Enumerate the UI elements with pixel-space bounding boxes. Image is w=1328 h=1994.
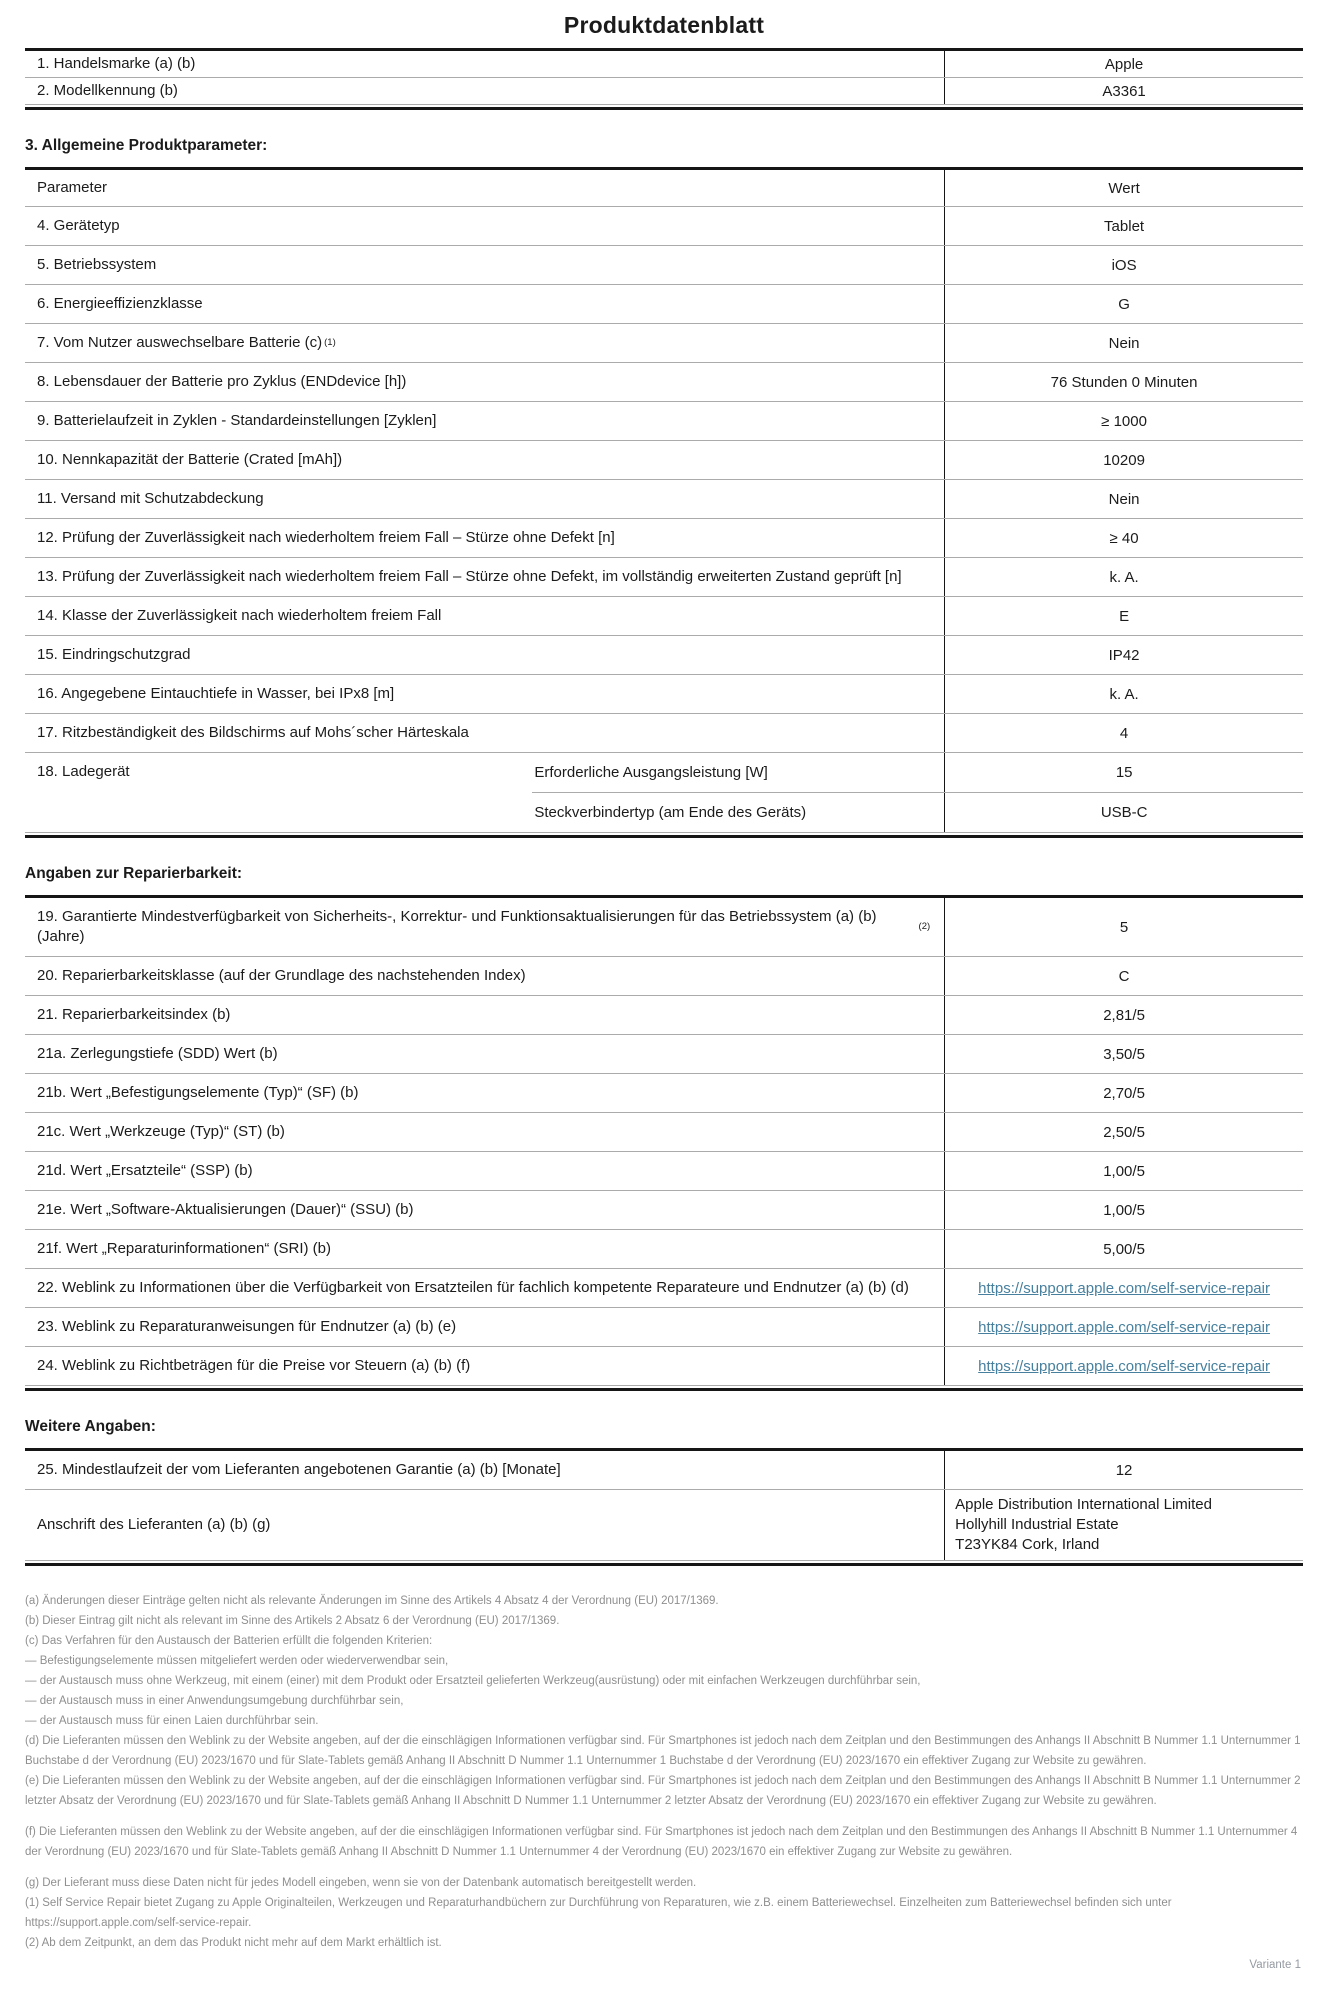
row-value: 1,00/5: [1103, 1162, 1145, 1180]
charger-row: [25, 753, 1303, 833]
row-label: 23. Weblink zu Reparaturanweisungen für Endnutzer (a) (b) (e): [25, 1308, 945, 1346]
row-label: 20. Reparierbarkeitsklasse (auf der Grundlage des nachstehenden Index): [25, 957, 945, 995]
table-row: [25, 1191, 1303, 1230]
row-label: 21f. Wert „Reparaturinformationen“ (SRI) (b): [25, 1230, 945, 1268]
supplier-address-row: [25, 1490, 1303, 1561]
table-row: [25, 898, 1303, 957]
support-link[interactable]: https://support.apple.com/self-service-repair: [978, 1357, 1270, 1375]
charger-sub-rows: [532, 753, 1303, 832]
table-row: [25, 957, 1303, 996]
footnote: (e) Die Lieferanten müssen den Weblink zu der Website angeben, auf der die einschlägigen Informationen verfügbar sind. Für Smartphones ist jedoch nach dem Zeitplan und den Bestimmungen des Anhangs II Abschnitt B Nummer 1.1 Unternummer 2 letzter Absatz der Verordnung (EU) 2023/1670 und für Slate-Tablets gemäß Anhang II Abschnitt D Nummer 1.1 Unternummer 2 letzter Absatz der Verordnung (EU) 2023/1670 ein effektiver Zugang zur Website zu gewähren.: [25, 1775, 1301, 1807]
row-value: ≥ 40: [1109, 529, 1139, 547]
section-heading-repair: Angaben zur Reparierbarkeit:: [25, 865, 243, 882]
row-value: C: [1118, 967, 1130, 985]
table-row: [25, 1152, 1303, 1191]
table-row: [25, 51, 1303, 78]
table-row: [25, 1230, 1303, 1269]
row-value: 15: [1115, 764, 1133, 781]
row-label: 18. Ladegerät: [37, 763, 130, 780]
charger-sub-row: [532, 753, 1303, 792]
table-row: [25, 1035, 1303, 1074]
table-row: [25, 441, 1303, 480]
row-value: USB-C: [1100, 804, 1148, 821]
charger-sub-row: [532, 792, 1303, 832]
row-value: k. A.: [1109, 568, 1139, 586]
row-value: IP42: [1108, 646, 1140, 664]
table-row: [25, 402, 1303, 441]
table-row: [25, 324, 1303, 363]
column-header-parameter: Parameter: [25, 170, 945, 206]
table-row: [25, 246, 1303, 285]
row-label: 21d. Wert „Ersatzteile“ (SSP) (b): [25, 1152, 945, 1190]
section-heading-general: 3. Allgemeine Produktparameter:: [25, 137, 268, 154]
row-label: 13. Prüfung der Zuverlässigkeit nach wiederholtem freiem Fall – Stürze ohne Defekt, im vollständig erweiterten Zustand geprüft [n]: [25, 558, 945, 596]
row-label: Anschrift des Lieferanten (a) (b) (g): [25, 1490, 945, 1560]
row-label: 5. Betriebssystem: [25, 246, 945, 284]
table-row: [25, 285, 1303, 324]
footnote: (b) Dieser Eintrag gilt nicht als relevant im Sinne des Artikels 2 Absatz 6 der Verordnung (EU) 2017/1369.: [25, 1615, 560, 1627]
footnote: (d) Die Lieferanten müssen den Weblink zu der Website angeben, auf der die einschlägigen Informationen verfügbar sind. Für Smartphones ist jedoch nach dem Zeitplan und den Bestimmungen des Anhangs II Abschnitt B Nummer 1.1 Unternummer 1 Buchstabe d der Verordnung (EU) 2023/1670 und für Slate-Tablets gemäß Anhang II Abschnitt D Nummer 1.1 Unternummer 1 Buchstabe d der Verordnung (EU) 2023/1670 ein effektiver Zugang zur Website zu gewähren.: [25, 1735, 1301, 1767]
row-label: 2. Modellkennung (b): [25, 78, 945, 104]
table-row: [25, 363, 1303, 402]
row-label: 24. Weblink zu Richtbeträgen für die Preise vor Steuern (a) (b) (f): [25, 1347, 945, 1385]
row-label: 25. Mindestlaufzeit der vom Lieferanten angebotenen Garantie (a) (b) [Monate]: [25, 1451, 945, 1489]
row-label: 4. Gerätetyp: [25, 207, 945, 245]
table-row: [25, 636, 1303, 675]
footnote: — der Austausch muss für einen Laien durchführbar sein.: [25, 1715, 319, 1727]
table-row: [25, 207, 1303, 246]
table-row: [25, 996, 1303, 1035]
table-row: [25, 1308, 1303, 1347]
table-row: [25, 597, 1303, 636]
row-label: 12. Prüfung der Zuverlässigkeit nach wiederholtem freiem Fall – Stürze ohne Defekt [n]: [25, 519, 945, 557]
row-value: k. A.: [1109, 685, 1139, 703]
table-header-row: [25, 170, 1303, 207]
table-row: [25, 78, 1303, 105]
row-value: 12: [1115, 1461, 1133, 1479]
row-value: E: [1119, 607, 1130, 625]
table-row: [25, 675, 1303, 714]
row-label: 21c. Wert „Werkzeuge (Typ)“ (ST) (b): [25, 1113, 945, 1151]
row-label: 21b. Wert „Befestigungselemente (Typ)“ (SF) (b): [25, 1074, 945, 1112]
address-line: Hollyhill Industrial Estate: [955, 1516, 1119, 1533]
footnote: — der Austausch muss in einer Anwendungsumgebung durchführbar sein,: [25, 1695, 404, 1707]
row-value: 10209: [1103, 451, 1145, 469]
table-row: [25, 1074, 1303, 1113]
row-value: Nein: [1108, 334, 1140, 352]
address-line: T23YK84 Cork, Irland: [955, 1536, 1100, 1553]
table-row: [25, 1347, 1303, 1386]
row-value: G: [1118, 295, 1130, 313]
section-heading-more: Weitere Angaben:: [25, 1418, 156, 1435]
page-title: Produktdatenblatt: [563, 12, 765, 38]
row-value: 5: [1119, 918, 1129, 936]
row-label: 15. Eindringschutzgrad: [25, 636, 945, 674]
footnotes: [25, 1591, 1303, 1953]
row-label: 21e. Wert „Software-Aktualisierungen (Dauer)“ (SSU) (b): [25, 1191, 945, 1229]
footnote: (g) Der Lieferant muss diese Daten nicht für jedes Modell eingeben, wenn sie von der Datenbank automatisch bereitgestellt werden.: [25, 1877, 697, 1889]
row-value: 3,50/5: [1103, 1045, 1145, 1063]
row-label: 21a. Zerlegungstiefe (SDD) Wert (b): [25, 1035, 945, 1073]
address-line: Apple Distribution International Limited: [955, 1496, 1212, 1513]
row-value: 4: [1119, 724, 1129, 742]
footnote: (a) Änderungen dieser Einträge gelten nicht als relevante Änderungen im Sinne des Artikels 4 Absatz 4 der Verordnung (EU) 2017/1369.: [25, 1595, 719, 1607]
row-label: 22. Weblink zu Informationen über die Verfügbarkeit von Ersatzteilen für fachlich kompetente Reparateure und Endnutzer (a) (b) (d): [25, 1269, 945, 1307]
repairability-table: [25, 895, 1303, 1391]
row-label: 1. Handelsmarke (a) (b): [25, 51, 945, 77]
row-value: 1,00/5: [1103, 1201, 1145, 1219]
table-row: [25, 1451, 1303, 1490]
table-row: [25, 1269, 1303, 1308]
footnote: — Befestigungselemente müssen mitgeliefert werden oder wiederverwendbar sein,: [25, 1655, 449, 1667]
row-value: Tablet: [1104, 217, 1145, 235]
footnote: (2) Ab dem Zeitpunkt, an dem das Produkt nicht mehr auf dem Markt erhältlich ist.: [25, 1937, 442, 1949]
row-label: 11. Versand mit Schutzabdeckung: [25, 480, 945, 518]
row-value: 2,70/5: [1103, 1084, 1145, 1102]
row-label: 14. Klasse der Zuverlässigkeit nach wiederholtem freiem Fall: [25, 597, 945, 635]
row-label: 9. Batterielaufzeit in Zyklen - Standardeinstellungen [Zyklen]: [25, 402, 945, 440]
row-value: Nein: [1108, 490, 1140, 508]
table-row: [25, 480, 1303, 519]
row-value: [945, 1347, 1303, 1385]
row-value: 5,00/5: [1103, 1240, 1145, 1258]
more-info-table: [25, 1448, 1303, 1566]
identification-table: [25, 48, 1303, 110]
row-label: 21. Reparierbarkeitsindex (b): [25, 996, 945, 1034]
row-value: 2,50/5: [1103, 1123, 1145, 1141]
row-value: [945, 1269, 1303, 1307]
table-row: [25, 519, 1303, 558]
footnote: (f) Die Lieferanten müssen den Weblink zu der Website angeben, auf der die einschlägigen Informationen verfügbar sind. Für Smartphones ist jedoch nach dem Zeitplan und den Bestimmungen des Anhangs II Abschnitt B Nummer 1.1 Unternummer 4 der Verordnung (EU) 2023/1670 und für Slate-Tablets gemäß Anhang II Abschnitt D Nummer 1.1 Unternummer 4 der Verordnung (EU) 2023/1670 ein effektiver Zugang zur Website zu gewähren.: [25, 1826, 1298, 1858]
table-row: [25, 714, 1303, 753]
support-link[interactable]: https://support.apple.com/self-service-repair: [978, 1318, 1270, 1336]
row-label: 17. Ritzbeständigkeit des Bildschirms auf Mohs´scher Härteskala: [25, 714, 945, 752]
row-label: 7. Vom Nutzer auswechselbare Batterie (c) (1): [25, 324, 945, 362]
footnote: (1) Self Service Repair bietet Zugang zu Apple Originalteilen, Werkzeugen und Reparaturhandbüchern zur Durchführung von Reparaturen, wie z.B. einem Batteriewechsel. Einzelheiten zum Batteriewechsel befinden sich unter https://support.apple.com/self-service-repair.: [25, 1897, 1172, 1929]
support-link[interactable]: https://support.apple.com/self-service-repair: [978, 1279, 1270, 1297]
row-label: 19. Garantierte Mindestverfügbarkeit von Sicherheits-, Korrektur- und Funktionsaktualisierungen für das Betriebssystem (a) (b) (Jahre) (2): [25, 898, 945, 956]
row-value: 76 Stunden 0 Minuten: [1050, 373, 1198, 391]
supplier-address: [945, 1490, 1303, 1560]
row-value: [945, 1308, 1303, 1346]
table-row: [25, 558, 1303, 597]
row-value: 2,81/5: [1103, 1006, 1145, 1024]
row-value: iOS: [1111, 256, 1137, 274]
column-header-wert: Wert: [1108, 179, 1140, 197]
row-label: 10. Nennkapazität der Batterie (Crated [mAh]): [25, 441, 945, 479]
row-label: 6. Energieeffizienzklasse: [25, 285, 945, 323]
variant-label: Variante 1: [1249, 1959, 1301, 1971]
product-datasheet: [0, 12, 1328, 1981]
row-value: ≥ 1000: [1101, 412, 1147, 430]
footnote: (c) Das Verfahren für den Austausch der Batterien erfüllt die folgenden Kriterien:: [25, 1635, 433, 1647]
row-value: A3361: [1102, 82, 1146, 100]
row-label: 16. Angegebene Eintauchtiefe in Wasser, bei IPx8 [m]: [25, 675, 945, 713]
row-label: 8. Lebensdauer der Batterie pro Zyklus (ENDdevice [h]): [25, 363, 945, 401]
general-parameters-table: [25, 167, 1303, 838]
table-row: [25, 1113, 1303, 1152]
charger-sub-label: Steckverbindertyp (am Ende des Geräts): [532, 793, 945, 832]
footnote: — der Austausch muss ohne Werkzeug, mit einem (einer) mit dem Produkt oder Ersatzteil gelieferten Werkzeug(ausrüstung) oder mit einfachen Werkzeugen durchführbar sein,: [25, 1675, 921, 1687]
charger-sub-label: Erforderliche Ausgangsleistung [W]: [532, 753, 945, 792]
row-value: Apple: [1104, 55, 1144, 73]
